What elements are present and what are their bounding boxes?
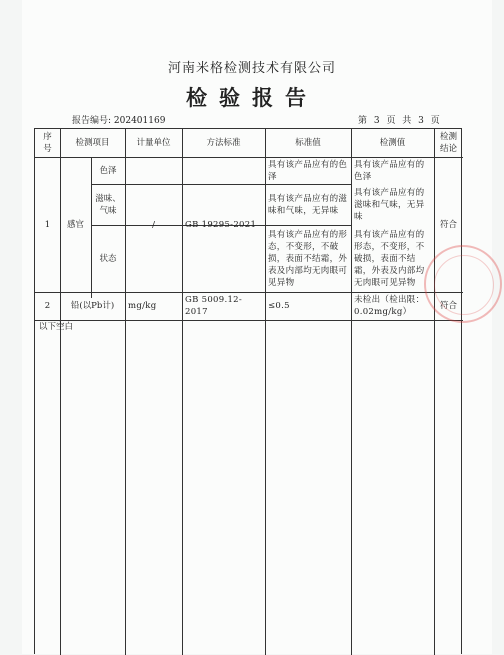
- sub-item-state: 状态: [99, 253, 117, 264]
- company-seal: [424, 245, 502, 323]
- row2-method: GB 5009.12-2017: [185, 295, 243, 317]
- header-item: 检测项目: [75, 138, 110, 148]
- standard-taste: 具有该产品应有的滋味和气味，无异味: [268, 193, 348, 216]
- report-number: 报告编号: 202401169: [72, 116, 166, 126]
- page-number: 第 3 页 共 3 页: [358, 116, 440, 126]
- row1-seq: 1: [44, 219, 51, 230]
- row1-group: 感官: [66, 219, 84, 230]
- header-result: 检测值: [379, 138, 406, 148]
- company-seal-inner-ring: [434, 255, 494, 315]
- row2-seq: 2: [44, 301, 51, 311]
- row2-result: 未检出（检出限：0.02mg/kg）: [354, 295, 425, 317]
- report-title: 检验报告: [186, 85, 318, 110]
- row2-unit: mg/kg: [128, 301, 157, 311]
- header-conclusion: 检测结论: [439, 132, 457, 154]
- header-method: 方法标准: [206, 138, 241, 148]
- sub-item-taste: 滋味、气味: [95, 193, 121, 216]
- header-unit: 计量单位: [136, 138, 171, 148]
- header-standard: 标准值: [295, 138, 321, 148]
- result-taste: 具有该产品应有的滋味和气味，无异味: [354, 187, 425, 222]
- sub-item-color: 色泽: [99, 165, 117, 176]
- end-note: 以下空白: [39, 322, 74, 332]
- row1-method: GB 19295-2021: [185, 219, 257, 230]
- result-color: 具有该产品应有的色泽: [354, 159, 425, 182]
- result-state: 具有该产品应有的形态，不变形，不破损，表面不结霜，外表及内部均无肉眼可见异物: [354, 229, 425, 288]
- inspection-table: [34, 128, 462, 654]
- standard-color: 具有该产品应有的色泽: [268, 159, 348, 182]
- row2-standard: ≤0.5: [268, 301, 290, 311]
- company-name: 河南米格检测技术有限公司: [167, 61, 336, 76]
- standard-state: 具有该产品应有的形态，不变形，不破损，表面不结霜，外表及内部均无肉眼可见异物: [268, 229, 348, 288]
- row2-conclusion: 符合: [439, 301, 457, 311]
- row1-conclusion: 符合: [439, 219, 457, 230]
- row2-item: 铅(以Pb计): [70, 301, 115, 311]
- header-seq: 序号: [43, 132, 52, 154]
- row1-unit: /: [152, 219, 155, 230]
